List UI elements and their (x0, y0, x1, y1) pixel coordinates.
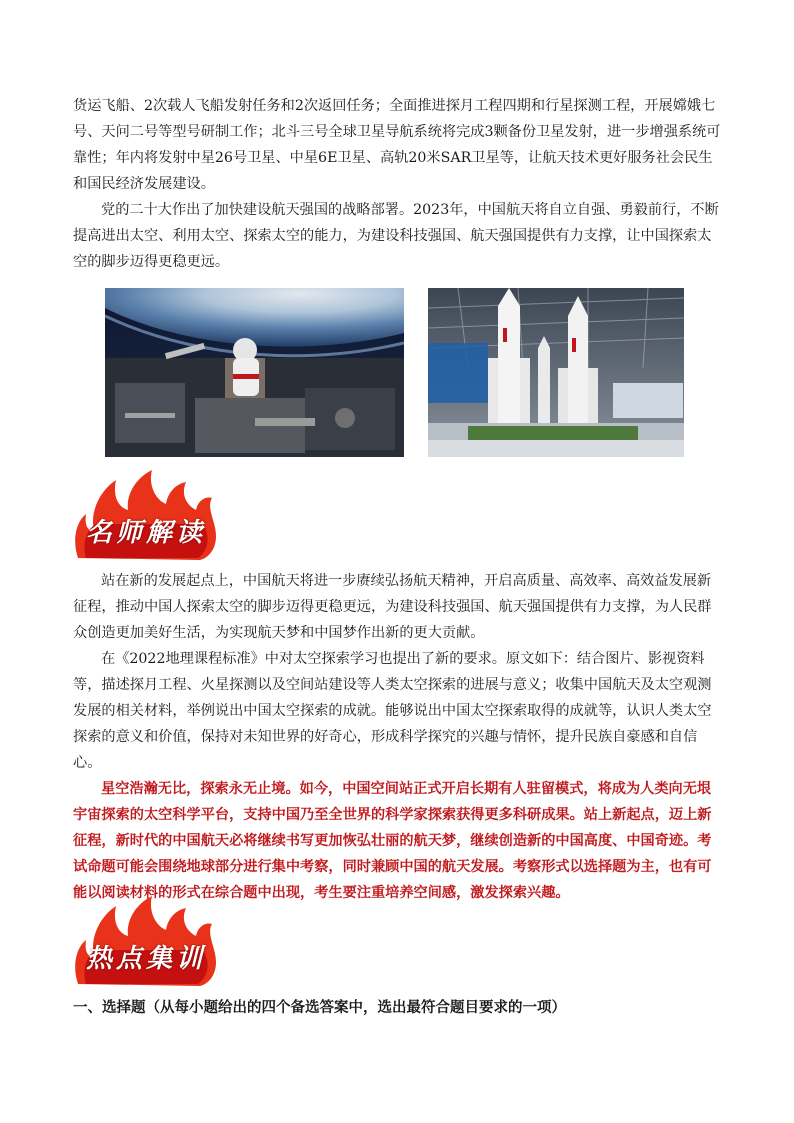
badge-label-teacher: 名师解读 (85, 518, 206, 548)
interpretation-paragraph-2: 在《2022地理课程标准》中对太空探索学习也提出了新的要求。原文如下：结合图片、影视资料等，描述探月工程、火星探测以及空间站建设等人类太空探索的进展与意义；收集中国航天及太空观测发展的相关材料，举例说出中国太空探索的成就。能够说出中国太空探索取得的成就等，认识人类太空探索的意义和价值，保持对未知世界的好奇心，形成科学探究的兴趣与情怀，提升民族自豪感和自信心。 (73, 651, 712, 771)
intro-paragraph-1: 货运飞船、2次载人飞船发射任务和2次返回任务；全面推进探月工程四期和行星探测工程，开展嫦娥七号、天问二号等型号研制工作；北斗三号全球卫星导航系统将完成3颗备份卫星发射，进一步增强系统可靠性；年内将发射中星26号卫星、中星6E卫星、高轨20米SAR卫星等，让航天技术更好服务社会民生和国民经济发展建设。 (73, 98, 721, 192)
section-heading: 一、选择题（从每小题给出的四个备选答案中，选出最符合题目要求的一项） (73, 999, 566, 1016)
hotspot-training-badge (72, 896, 220, 988)
interpretation-paragraph-1: 站在新的发展起点上，中国航天将进一步赓续弘扬航天精神，开启高质量、高效率、高效益发展新征程，推动中国人探索太空的脚步迈得更稳更远，为建设科技强国、航天强国提供有力支撑，为人民群众创造更加美好生活，为实现航天梦和中国梦作出新的更大贡献。 (73, 573, 712, 641)
highlight-paragraph: 星空浩瀚无比，探索永无止境。如今，中国空间站正式开启长期有人驻留模式，将成为人类向无垠宇宙探索的太空科学平台，支持中国乃至全世界的科学家探索获得更多科研成果。站上新起点，迈上新征程，新时代的中国航天必将继续书写更加恢弘壮丽的航天梦，继续创造新的中国高度、中国奇迹。考试命题可能会围绕地球部分进行集中考察，同时兼顾中国的航天发展。考察形式以选择题为主，也有可能以阅读材料的形式在综合题中出现，考生要注重培养空间感，激发探索兴趣。 (73, 781, 712, 901)
rocket-exhibition-photo (428, 288, 684, 457)
astronaut-spacewalk-photo (105, 288, 404, 457)
interpretation-section (73, 568, 723, 906)
intro-paragraph-2: 党的二十大作出了加快建设航天强国的战略部署。2023年，中国航天将自立自强、勇毅前行，不断提高进出太空、利用太空、探索太空的能力，为建设科技强国、航天强国提供有力支撑，让中国探索太空的脚步迈得更稳更远。 (73, 202, 719, 270)
intro-section (73, 93, 723, 275)
badge-label-hotspot: 热点集训 (85, 944, 206, 974)
teacher-interpretation-badge (72, 470, 220, 562)
